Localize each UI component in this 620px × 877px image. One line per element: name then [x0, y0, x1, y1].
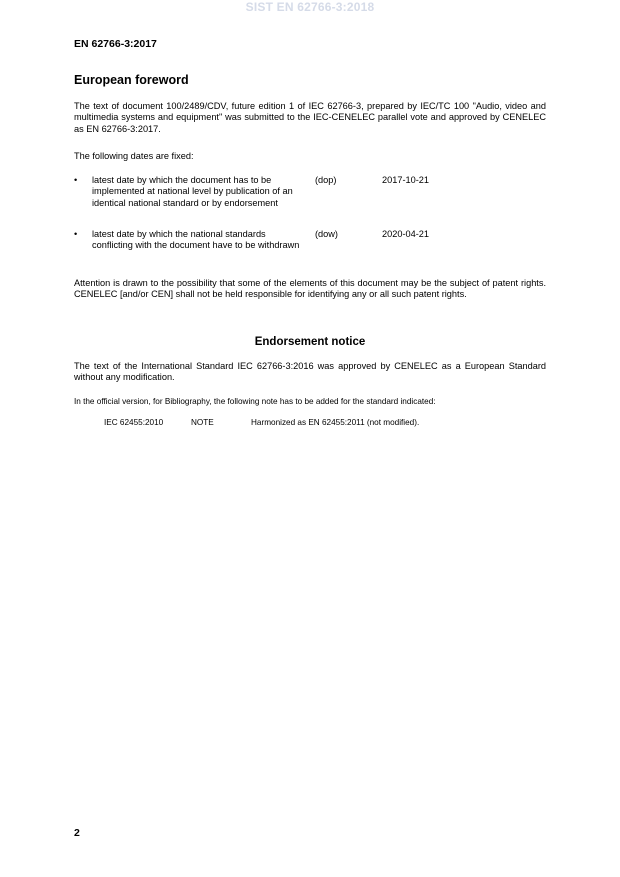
note-standard: IEC 62455:2010 — [104, 418, 164, 427]
section-title-european-foreword: European foreword — [74, 73, 189, 87]
date-description: latest date by which the national standards conflicting with the document have to be withdrawn — [92, 229, 300, 251]
watermark: SIST EN 62766-3:2018 — [245, 0, 375, 14]
patent-rights-paragraph: Attention is drawn to the possibility that some of the elements of this document may be the subject of patent rights. CENELEC [and/or CEN] shall not be held responsible for identifying any or all such patent rights. — [74, 278, 546, 300]
page-number: 2 — [74, 827, 80, 839]
bibliography-note-intro: In the official version, for Bibliography, the following note has to be added for the standard indicated: — [74, 397, 436, 406]
date-value: 2020-04-21 — [382, 229, 429, 239]
date-description: latest date by which the document has to be implemented at national level by publication of an identical national standard or by endorsement — [92, 175, 293, 208]
date-value: 2017-10-21 — [382, 175, 429, 185]
section-title-endorsement-notice: Endorsement notice — [254, 336, 366, 348]
document-id: EN 62766-3:2017 — [74, 38, 157, 50]
date-code: (dow) — [315, 229, 338, 239]
note-text: Harmonized as EN 62455:2011 (not modified). — [251, 418, 420, 427]
foreword-paragraph: The text of document 100/2489/CDV, future edition 1 of IEC 62766-3, prepared by IEC/TC 100 "Audio, video and multimedia systems and equipment" was submitted to the IEC-CENELEC parallel vote and approved by CENELEC as EN 62766-3:2017. — [74, 101, 546, 134]
endorsement-paragraph: The text of the International Standard IEC 62766-3:2016 was approved by CENELEC as a European Standard without any modification. — [74, 361, 546, 383]
dates-intro-paragraph: The following dates are fixed: — [74, 151, 194, 161]
bullet-icon: • — [74, 175, 78, 185]
bullet-icon: • — [74, 229, 78, 239]
note-label: NOTE — [191, 418, 214, 427]
date-code: (dop) — [315, 175, 337, 185]
